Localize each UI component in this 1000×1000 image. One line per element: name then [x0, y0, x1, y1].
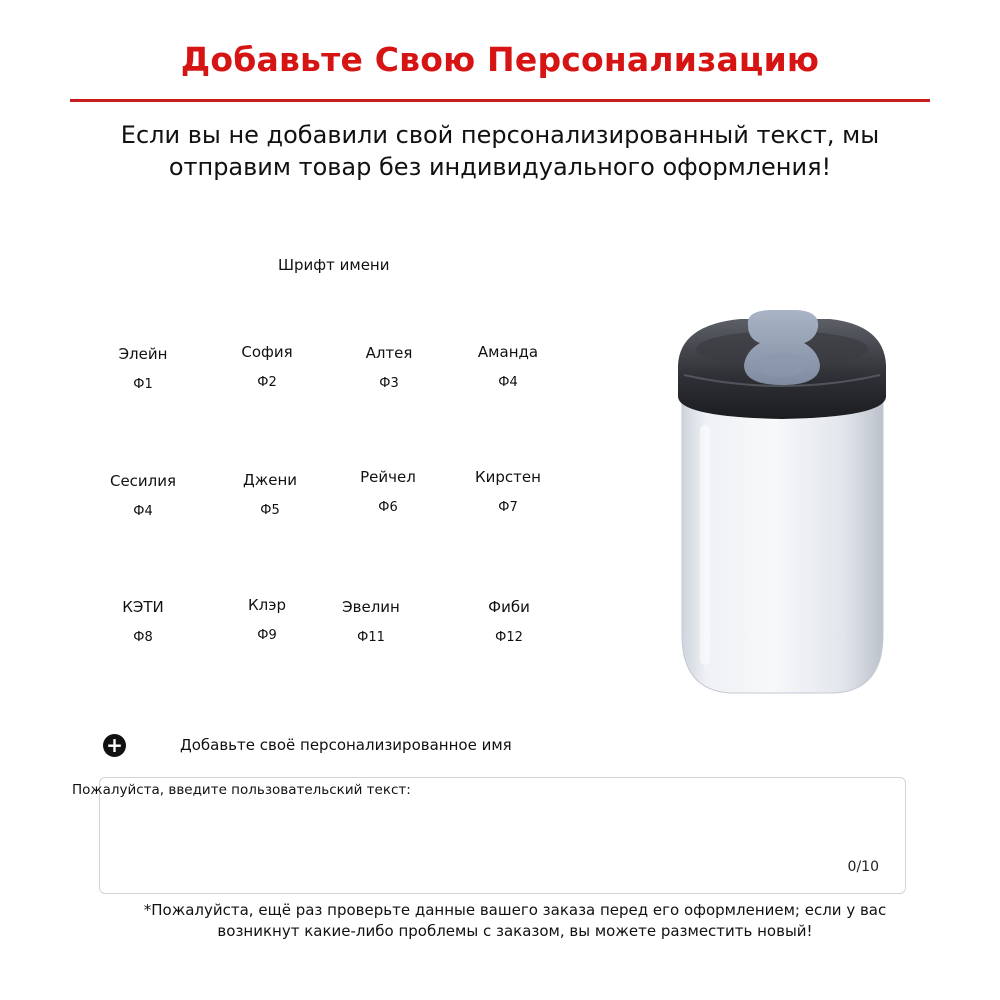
font-option-10[interactable] [217, 596, 317, 644]
font-option-name: Кирстен [475, 468, 541, 486]
font-option-name: Аманда [477, 343, 539, 361]
add-personalized-name-button[interactable] [100, 730, 570, 760]
order-note-line-1: *Пожалуйста, ещё раз проверьте данные вашего заказа перед его оформлением; если у вас [143, 901, 887, 919]
font-option-code: Ф5 [260, 503, 280, 518]
font-option-6[interactable] [220, 471, 320, 519]
font-option-name: Сесилия [109, 472, 177, 490]
character-counter: 0/10 [847, 859, 879, 875]
font-option-8[interactable] [458, 468, 558, 516]
subtitle-line-2: отправим товар без индивидуального оформления! [168, 153, 832, 181]
font-option-name: Алтея [365, 344, 413, 362]
font-option-name: Фиби [488, 598, 530, 616]
font-option-7[interactable] [338, 468, 438, 516]
font-option-1[interactable] [93, 345, 193, 393]
font-option-5[interactable] [93, 472, 193, 520]
font-option-code: Ф4 [133, 504, 153, 519]
font-option-name: Эвелин [342, 598, 400, 616]
font-option-code: Ф7 [498, 500, 518, 515]
title-divider [70, 99, 930, 102]
font-option-code: Ф3 [379, 376, 399, 391]
page-title: Добавьте Свою Персонализацию [180, 40, 820, 79]
tumbler-image [670, 305, 895, 705]
font-option-code: Ф8 [133, 630, 153, 645]
plus-circle-icon: + [103, 734, 126, 757]
font-option-4[interactable] [458, 343, 558, 391]
subtitle-line-1: Если вы не добавили свой персонализированный текст, мы [120, 121, 880, 149]
font-option-3[interactable] [339, 344, 439, 392]
page-subtitle [0, 119, 1000, 183]
font-option-name: София [241, 343, 293, 361]
font-option-code: Ф2 [257, 375, 277, 390]
custom-text-label: Пожалуйста, введите пользовательский текст: [72, 782, 411, 798]
font-option-name: Элейн [118, 345, 168, 363]
font-section-heading: Шрифт имени [278, 256, 390, 274]
font-option-code: Ф9 [257, 628, 277, 643]
font-option-name: Джени [242, 471, 298, 489]
font-option-code: Ф6 [378, 500, 398, 515]
font-option-12[interactable] [459, 598, 559, 646]
order-note [80, 900, 950, 942]
order-note-line-2: возникнут какие-либо проблемы с заказом, вы можете разместить новый! [217, 922, 813, 940]
font-option-name: КЭТИ [122, 598, 164, 616]
font-option-code: Ф1 [133, 377, 153, 392]
font-option-code: Ф4 [498, 375, 518, 390]
font-option-11[interactable] [321, 598, 421, 646]
font-option-code: Ф12 [495, 630, 523, 645]
font-option-name: Клэр [248, 596, 286, 614]
font-option-code: Ф11 [357, 630, 385, 645]
font-option-9[interactable] [93, 598, 193, 646]
font-option-2[interactable] [217, 343, 317, 391]
add-personalized-name-label: Добавьте своё персонализированное имя [180, 736, 512, 754]
font-option-name: Рейчел [360, 468, 416, 486]
